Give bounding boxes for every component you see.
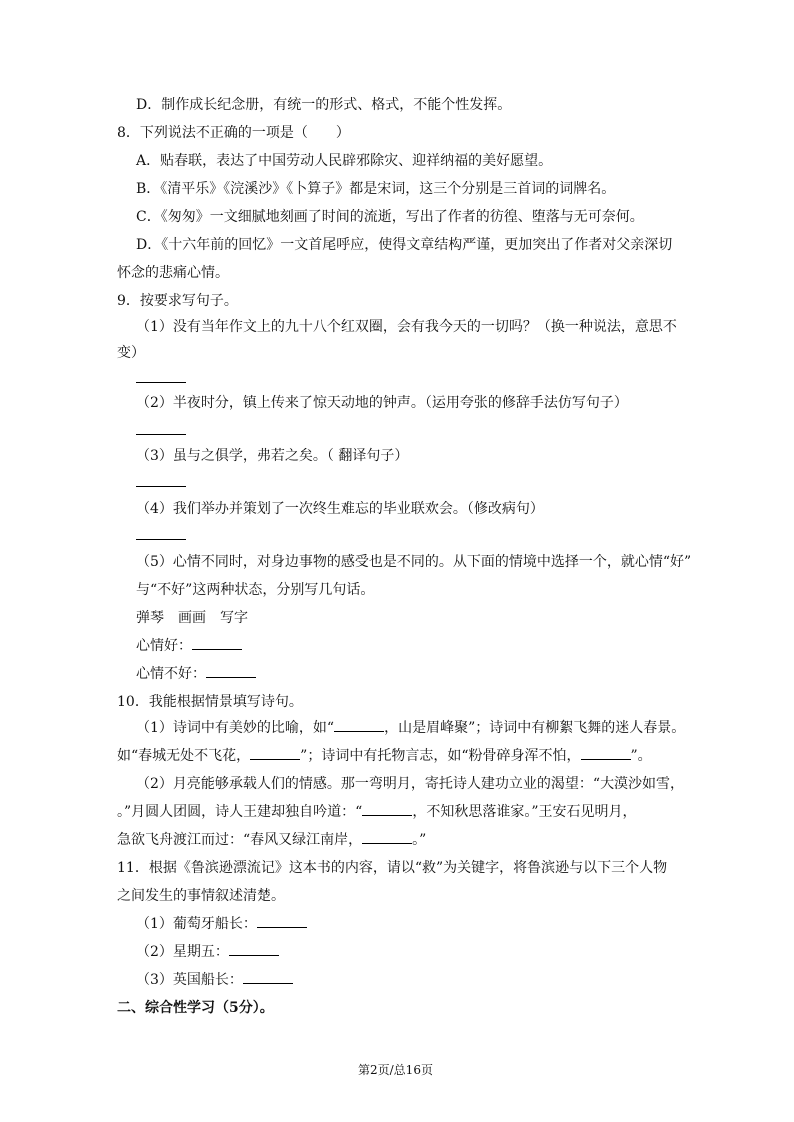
poem-blank-2[interactable]: [250, 747, 300, 760]
q9-part-3: （3）虽与之俱学，弗若之矣。（ 翻译句子）: [136, 448, 409, 464]
q11-part-1: （1）葡萄牙船长：: [136, 915, 307, 933]
q9-part-1: （1）没有当年作文上的九十八个红双圈，会有我今天的一切吗？（换一种说法，意思不: [136, 319, 677, 335]
answer-blank-4[interactable]: [136, 527, 186, 545]
q10-part-1: （1）诗词中有美妙的比喻，如“ ，山是眉峰聚”；诗词中有柳絮飞舞的迷人春景。: [136, 720, 686, 736]
question-8: 8．下列说法不正确的一项是（ ）: [117, 125, 350, 141]
q11-blank-2[interactable]: [229, 943, 279, 956]
option-d-q8-cont: 怀念的悲痛心情。: [117, 265, 229, 281]
q9-part-2: （2）半夜时分，镇上传来了惊天动地的钟声。（运用夸张的修辞手法仿写句子）: [136, 395, 628, 411]
answer-blank-1[interactable]: [136, 370, 186, 388]
q10-part-2: （2）月亮能够承载人们的情感。那一弯明月，寄托诗人建功立业的渴望：“大漠沙如雪，: [136, 776, 685, 792]
mood-bad-blank[interactable]: [206, 665, 256, 678]
option-d-q7: D．制作成长纪念册，有统一的形式、格式，不能个性发挥。: [136, 97, 512, 113]
poem-blank-3[interactable]: [581, 747, 631, 760]
answer-blank-3[interactable]: [136, 474, 186, 492]
option-b-q8: B．《清平乐》《浣溪沙》《卜算子》都是宋词，这三个分别是三首词的词牌名。: [136, 181, 616, 197]
mood-bad-label: 心情不好：: [136, 666, 206, 682]
q9-mood-bad: [136, 665, 256, 683]
q10-part-2-end: 急欲飞舟渡江而过：“春风又绿江南岸， 。”: [117, 832, 427, 848]
question-9: 9．按要求写句子。: [117, 293, 238, 309]
q9-mood-good: [136, 637, 242, 655]
q10-part-1-cont: 如“春城无处不飞花， ”；诗词中有托物言志，如“粉骨碎身浑不怕， ”。: [117, 748, 652, 764]
q11-blank-3[interactable]: [243, 971, 293, 984]
poem-blank-5[interactable]: [362, 831, 412, 844]
poem-blank-1[interactable]: [334, 719, 384, 732]
mood-good-label: 心情好：: [136, 638, 192, 654]
q9-part-5: （5）心情不同时，对身边事物的感受也是不同的。从下面的情境中选择一个，就心情“好”: [136, 554, 692, 570]
q11-part-3: （3）英国船长：: [136, 971, 293, 989]
q10-part-2-cont: 。”月圆人团圆，诗人王建却独自吟道：“ ，不知秋思落谁家。”王安石见明月，: [117, 804, 637, 820]
q9-part-5-cont: 与“不好”这两种状态，分别写几句话。: [136, 582, 375, 598]
section-heading: 二、综合性学习（5分）。: [117, 1000, 274, 1016]
question-10: 10．我能根据情景填写诗句。: [117, 694, 303, 710]
q9-scenarios: 弹琴 画画 写字: [136, 610, 248, 626]
poem-blank-4[interactable]: [362, 803, 412, 816]
q11-blank-1[interactable]: [257, 915, 307, 928]
question-11: 11．根据《鲁滨逊漂流记》这本书的内容，请以“救”为关键字，将鲁滨逊与以下三个人物: [117, 860, 668, 876]
mood-good-blank[interactable]: [192, 637, 242, 650]
answer-blank-2[interactable]: [136, 422, 186, 440]
q11-part-2: （2）星期五：: [136, 943, 279, 961]
question-11-cont: 之间发生的事情叙述清楚。: [117, 888, 285, 904]
option-c-q8: C．《匆匆》一文细腻地刻画了时间的流逝，写出了作者的彷徨、堕落与无可奈何。: [136, 209, 644, 225]
q9-part-4: （4）我们举办并策划了一次终生难忘的毕业联欢会。（修改病句）: [136, 501, 544, 517]
option-d-q8: D．《十六年前的回忆》一文首尾呼应，使得文章结构严谨，更加突出了作者对父亲深切: [136, 237, 673, 253]
q9-part-1-cont: 变）: [117, 345, 145, 361]
option-a-q8: A．贴春联，表达了中国劳动人民辟邪除灾、迎祥纳福的美好愿望。: [136, 153, 553, 169]
page-number: 第2页/总16页: [358, 1063, 433, 1077]
